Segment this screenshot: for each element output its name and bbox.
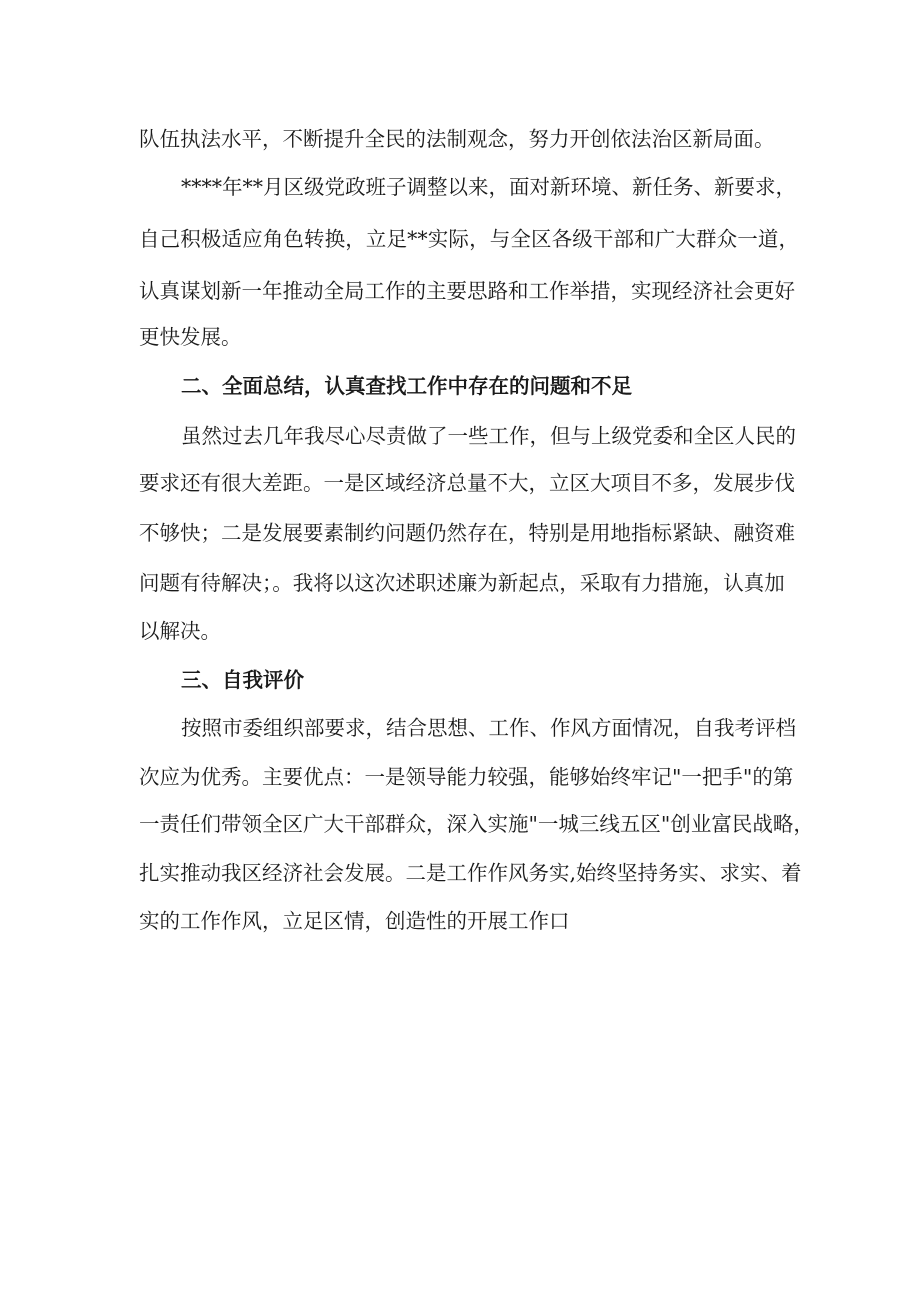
paragraph-self-evaluation-line-3: 一责任们带领全区广大干部群众，深入实施"一城三线五区"创业富民战略， (139, 812, 814, 836)
paragraph-problems-line-4: 问题有待解决；。我将以这次述职述廉为新起点，采取有力措施，认真加 (139, 571, 785, 595)
section-two-heading: 二、全面总结，认真查找工作中存在的问题和不足 (181, 374, 632, 398)
paragraph-role-change-line-4: 更快发展。 (139, 325, 242, 349)
paragraph-self-evaluation-line-4: 扎实推动我区经济社会发展。二是工作作风务实,始终坚持务实、求实、着 (139, 861, 802, 885)
paragraph-problems-line-5: 以解决。 (139, 619, 221, 643)
paragraph-role-change-line-2: 自己积极适应角色转换，立足**实际，与全区各级干部和广大群众一道， (139, 227, 799, 251)
paragraph-role-change-line-1: ****年**月区级党政班子调整以来，面对新环境、新任务、新要求， (181, 175, 796, 199)
paragraph-role-change-line-3: 认真谋划新一年推动全局工作的主要思路和工作举措，实现经济社会更好 (139, 279, 795, 303)
section-three-heading: 三、自我评价 (181, 668, 304, 692)
paragraph-self-evaluation-line-1: 按照市委组织部要求，结合思想、工作、作风方面情况，自我考评档 (181, 716, 796, 740)
paragraph-problems-line-1: 虽然过去几年我尽心尽责做了一些工作，但与上级党委和全区人民的 (181, 424, 796, 448)
paragraph-problems-line-3: 不够快；二是发展要素制约问题仍然存在，特别是用地指标紧缺、融资难 (139, 521, 795, 545)
paragraph-continued-line-1: 队伍执法水平，不断提升全民的法制观念，努力开创依法治区新局面。 (139, 127, 775, 151)
paragraph-self-evaluation-line-2: 次应为优秀。主要优点：一是领导能力较强，能够始终牢记"一把手"的第 (139, 765, 794, 789)
paragraph-problems-line-2: 要求还有很大差距。一是区域经济总量不大，立区大项目不多，发展步伐 (139, 471, 795, 495)
paragraph-self-evaluation-line-5: 实的工作作风，立足区情，创造性的开展工作口 (139, 909, 570, 933)
